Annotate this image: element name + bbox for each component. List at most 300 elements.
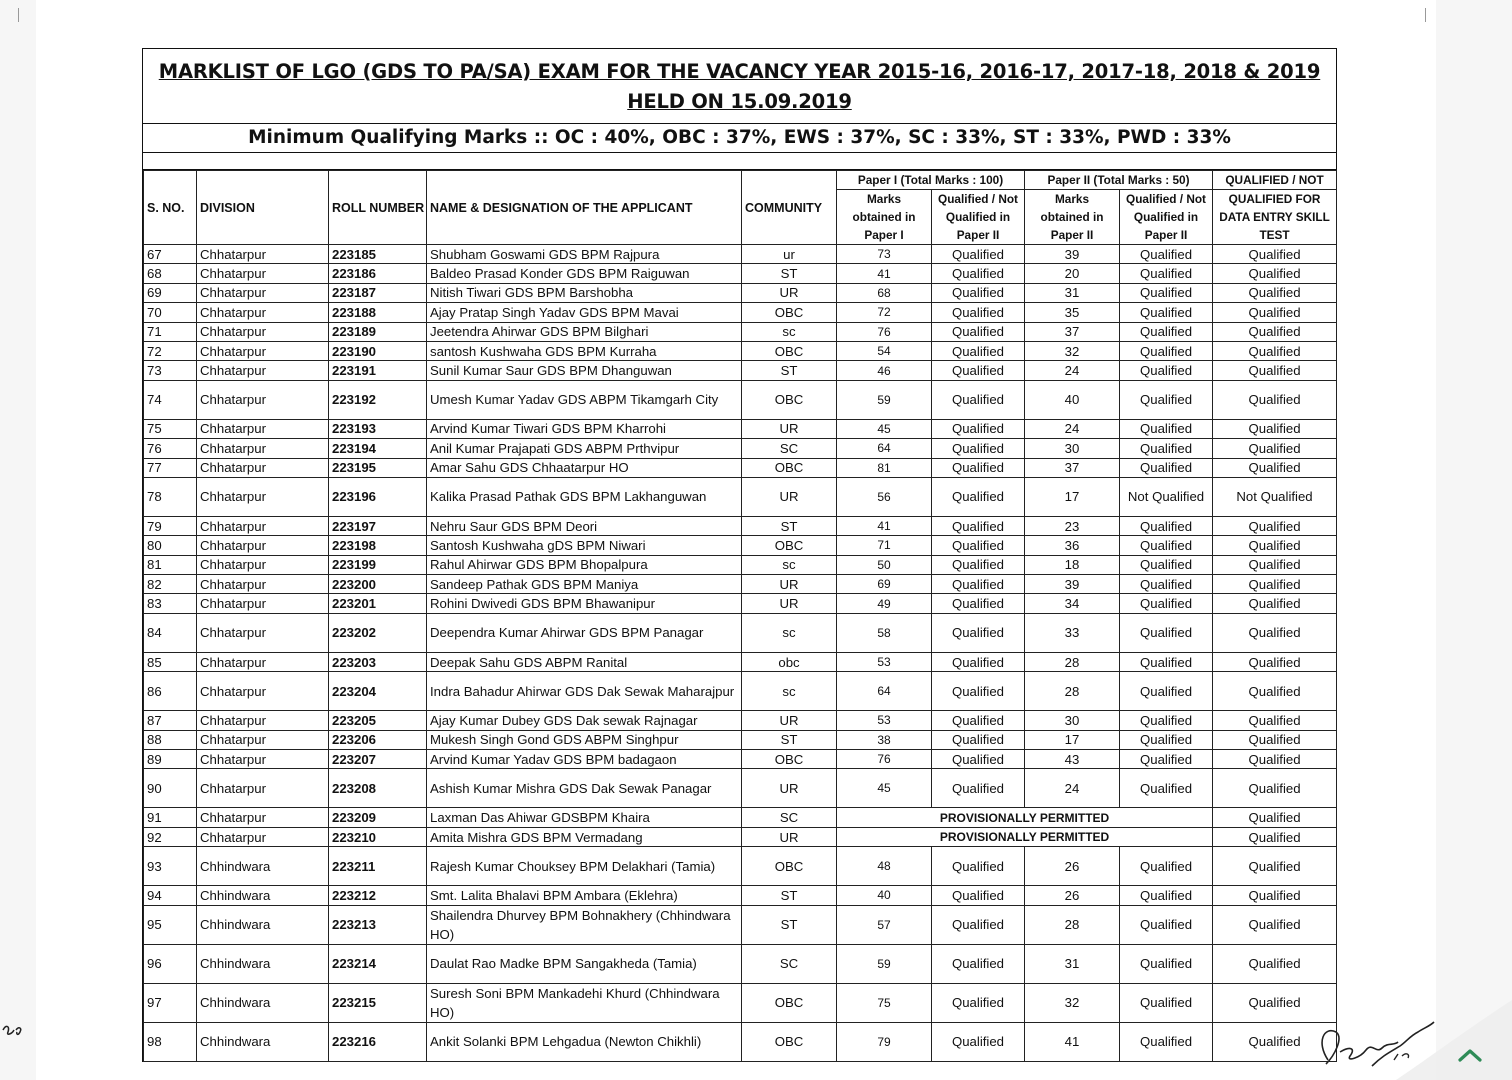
cell-applicant-name: Nitish Tiwari GDS BPM Barshobha [427,283,742,302]
cell-paper2-marks: 33 [1025,613,1120,652]
table-row [144,536,1337,555]
cell-final-status: Qualified [1213,555,1337,574]
cell-division: Chhatarpur [197,341,329,360]
cell-applicant-name: Ankit Solanki BPM Lehgadua (Newton Chikhli) [427,1022,742,1061]
table-row [144,730,1337,749]
cell-paper2-status: Qualified [1120,847,1213,886]
table-row [144,575,1337,594]
cell-community: ST [742,516,837,535]
cell-division: Chhatarpur [197,827,329,846]
cell-paper2-marks: 28 [1025,905,1120,944]
scroll-up-button[interactable] [1438,1030,1502,1080]
cell-community: sc [742,322,837,341]
cell-division: Chhindwara [197,1022,329,1061]
cell-paper1-marks: 75 [837,983,932,1022]
cell-paper1-status: Qualified [932,652,1025,671]
cell-paper2-status: Qualified [1120,419,1213,438]
cell-paper2-marks: 31 [1025,283,1120,302]
cell-paper2-status: Qualified [1120,322,1213,341]
cell-paper1-marks: 48 [837,847,932,886]
cell-final-status: Qualified [1213,361,1337,380]
cell-paper1-marks: 58 [837,613,932,652]
table-row [144,245,1337,264]
cell-roll-number: 223200 [329,575,427,594]
cell-final-status: Qualified [1213,283,1337,302]
cell-paper1-marks: 71 [837,536,932,555]
cell-applicant-name: Anil Kumar Prajapati GDS ABPM Prthvipur [427,439,742,458]
cell-sno: 94 [144,886,197,905]
header-p1-marks-3: Paper I [837,226,932,245]
cell-paper2-marks: 18 [1025,555,1120,574]
page-marker-right [1425,8,1426,22]
header-p2-q-2: Qualified in [1120,208,1213,226]
cell-paper1-status: Qualified [932,341,1025,360]
cell-paper2-status: Qualified [1120,439,1213,458]
cell-paper1-marks: 76 [837,750,932,769]
cell-paper2-marks: 37 [1025,458,1120,477]
cell-final-status: Qualified [1213,341,1337,360]
cell-roll-number: 223206 [329,730,427,749]
cell-community: OBC [742,750,837,769]
cell-community: SC [742,944,837,983]
header-p2-marks-2: obtained in [1025,208,1120,226]
cell-roll-number: 223198 [329,536,427,555]
header-name: NAME & DESIGNATION OF THE APPLICANT [427,171,742,245]
cell-division: Chhatarpur [197,439,329,458]
cell-paper2-status: Qualified [1120,458,1213,477]
table-row [144,303,1337,322]
cell-community: UR [742,769,837,808]
cell-paper2-marks: 24 [1025,769,1120,808]
cell-roll-number: 223196 [329,477,427,516]
cell-applicant-name: Nehru Saur GDS BPM Deori [427,516,742,535]
cell-sno: 83 [144,594,197,613]
header-roll: ROLL NUMBER [329,171,427,245]
cell-applicant-name: Rajesh Kumar Chouksey BPM Delakhari (Tamia) [427,847,742,886]
cell-paper2-status: Qualified [1120,711,1213,730]
header-p2-q-3: Paper II [1120,226,1213,245]
cell-roll-number: 223190 [329,341,427,360]
cell-paper1-marks: 68 [837,283,932,302]
cell-division: Chhindwara [197,983,329,1022]
cell-division: Chhatarpur [197,594,329,613]
cell-applicant-name: Laxman Das Ahiwar GDSBPM Khaira [427,808,742,827]
cell-paper1-status: Qualified [932,983,1025,1022]
cell-provisional: PROVISIONALLY PERMITTED [837,827,1213,846]
cell-final-status: Qualified [1213,808,1337,827]
cell-paper1-marks: 59 [837,380,932,419]
cell-paper1-status: Qualified [932,419,1025,438]
table-row [144,264,1337,283]
cell-final-status: Qualified [1213,750,1337,769]
cell-paper1-status: Qualified [932,516,1025,535]
table-row [144,439,1337,458]
cell-sno: 90 [144,769,197,808]
cell-paper2-status: Qualified [1120,245,1213,264]
table-row [144,594,1337,613]
cell-paper1-status: Qualified [932,711,1025,730]
cell-community: OBC [742,847,837,886]
cell-sno: 93 [144,847,197,886]
cell-paper2-status: Qualified [1120,536,1213,555]
cell-roll-number: 223188 [329,303,427,322]
cell-roll-number: 223202 [329,613,427,652]
cell-final-status: Qualified [1213,322,1337,341]
cell-paper1-marks: 76 [837,322,932,341]
cell-paper2-marks: 30 [1025,439,1120,458]
cell-final-status: Qualified [1213,380,1337,419]
cell-community: SC [742,439,837,458]
cell-division: Chhindwara [197,944,329,983]
cell-sno: 75 [144,419,197,438]
cell-paper1-marks: 41 [837,516,932,535]
table-row [144,847,1337,886]
cell-sno: 84 [144,613,197,652]
cell-paper2-marks: 35 [1025,303,1120,322]
cell-sno: 74 [144,380,197,419]
cell-final-status: Qualified [1213,672,1337,711]
cell-community: OBC [742,1022,837,1061]
cell-sno: 86 [144,672,197,711]
cell-paper2-status: Qualified [1120,380,1213,419]
cell-roll-number: 223210 [329,827,427,846]
cell-final-status: Qualified [1213,575,1337,594]
cell-final-status: Qualified [1213,613,1337,652]
table-row [144,458,1337,477]
cell-sno: 82 [144,575,197,594]
table-row [144,672,1337,711]
cell-community: SC [742,808,837,827]
header-qualified-4: TEST [1213,226,1337,245]
cell-paper2-status: Qualified [1120,575,1213,594]
cell-paper1-status: Qualified [932,944,1025,983]
chevron-up-icon [1457,1047,1483,1063]
cell-paper2-marks: 23 [1025,516,1120,535]
cell-division: Chhindwara [197,905,329,944]
cell-applicant-name: Smt. Lalita Bhalavi BPM Ambara (Eklehra) [427,886,742,905]
cell-roll-number: 223203 [329,652,427,671]
header-paper1: Paper I (Total Marks : 100) [837,171,1025,190]
cell-paper1-status: Qualified [932,1022,1025,1061]
cell-paper1-marks: 49 [837,594,932,613]
cell-final-status: Qualified [1213,245,1337,264]
cell-paper1-status: Qualified [932,245,1025,264]
title-line-2: HELD ON 15.09.2019 [627,90,852,113]
cell-final-status: Qualified [1213,983,1337,1022]
cell-final-status: Qualified [1213,303,1337,322]
header-division: DIVISION [197,171,329,245]
cell-division: Chhatarpur [197,516,329,535]
cell-roll-number: 223211 [329,847,427,886]
cell-roll-number: 223185 [329,245,427,264]
cell-final-status: Qualified [1213,886,1337,905]
cell-paper1-status: Qualified [932,322,1025,341]
cell-paper2-marks: 32 [1025,983,1120,1022]
cell-division: Chhatarpur [197,575,329,594]
cell-paper1-marks: 59 [837,944,932,983]
cell-sno: 76 [144,439,197,458]
table-body [144,245,1337,1062]
cell-sno: 85 [144,652,197,671]
cell-applicant-name: santosh Kushwaha GDS BPM Kurraha [427,341,742,360]
cell-roll-number: 223208 [329,769,427,808]
page-marker-left [18,8,19,22]
cell-paper2-status: Qualified [1120,1022,1213,1061]
cell-community: ur [742,245,837,264]
table-row [144,361,1337,380]
table-row [144,886,1337,905]
cell-community: UR [742,711,837,730]
cell-sno: 91 [144,808,197,827]
cell-paper1-marks: 72 [837,303,932,322]
cell-paper2-status: Qualified [1120,361,1213,380]
cell-roll-number: 223187 [329,283,427,302]
cell-roll-number: 223209 [329,808,427,827]
cell-paper2-status: Qualified [1120,750,1213,769]
cell-sno: 71 [144,322,197,341]
cell-final-status: Qualified [1213,439,1337,458]
header-qualified-2: QUALIFIED FOR [1213,190,1337,209]
cell-roll-number: 223213 [329,905,427,944]
cell-division: Chhindwara [197,847,329,886]
cell-paper2-marks: 17 [1025,477,1120,516]
table-row [144,711,1337,730]
table-row [144,477,1337,516]
cell-applicant-name: Sandeep Pathak GDS BPM Maniya [427,575,742,594]
header-paper2: Paper II (Total Marks : 50) [1025,171,1213,190]
cell-division: Chhatarpur [197,769,329,808]
cell-paper2-status: Qualified [1120,886,1213,905]
cell-paper2-marks: 24 [1025,361,1120,380]
cell-applicant-name: Baldeo Prasad Konder GDS BPM Raiguwan [427,264,742,283]
cell-paper2-marks: 36 [1025,536,1120,555]
cell-paper1-marks: 53 [837,711,932,730]
cell-community: ST [742,905,837,944]
table-row [144,283,1337,302]
cell-paper2-marks: 37 [1025,322,1120,341]
cell-final-status: Qualified [1213,827,1337,846]
cell-applicant-name: Jeetendra Ahirwar GDS BPM Bilghari [427,322,742,341]
cell-applicant-name: Daulat Rao Madke BPM Sangakheda (Tamia) [427,944,742,983]
cell-division: Chhatarpur [197,613,329,652]
cell-roll-number: 223207 [329,750,427,769]
cell-final-status: Qualified [1213,847,1337,886]
cell-final-status: Qualified [1213,516,1337,535]
cell-paper1-marks: 38 [837,730,932,749]
table-row [144,905,1337,944]
title-line-1: MARKLIST OF LGO (GDS TO PA/SA) EXAM FOR THE VACANCY YEAR 2015-16, 2016-17, 2017-18, 2018 & 2019 [158,60,1321,83]
cell-division: Chhatarpur [197,711,329,730]
cell-paper2-marks: 32 [1025,341,1120,360]
cell-paper2-status: Qualified [1120,303,1213,322]
cell-applicant-name: Kalika Prasad Pathak GDS BPM Lakhanguwan [427,477,742,516]
cell-final-status: Not Qualified [1213,477,1337,516]
cell-paper1-marks: 79 [837,1022,932,1061]
cell-applicant-name: Suresh Soni BPM Mankadehi Khurd (Chhindwara HO) [427,983,742,1022]
cell-community: OBC [742,380,837,419]
blank-row [143,153,1336,170]
cell-roll-number: 223215 [329,983,427,1022]
cell-community: sc [742,672,837,711]
cell-applicant-name: Amita Mishra GDS BPM Vermadang [427,827,742,846]
cell-paper2-status: Qualified [1120,983,1213,1022]
header-p1-marks-2: obtained in [837,208,932,226]
cell-community: UR [742,827,837,846]
cell-roll-number: 223199 [329,555,427,574]
cell-applicant-name: Deepak Sahu GDS ABPM Ranital [427,652,742,671]
marklist-sheet [142,48,1337,1062]
cell-paper1-status: Qualified [932,730,1025,749]
cell-paper1-marks: 50 [837,555,932,574]
table-row [144,944,1337,983]
cell-paper1-status: Qualified [932,672,1025,711]
cell-paper1-status: Qualified [932,536,1025,555]
cell-paper1-status: Qualified [932,750,1025,769]
cell-paper1-status: Qualified [932,575,1025,594]
cell-applicant-name: Sunil Kumar Saur GDS BPM Dhanguwan [427,361,742,380]
cell-sno: 97 [144,983,197,1022]
cell-roll-number: 223216 [329,1022,427,1061]
cell-paper2-marks: 30 [1025,711,1120,730]
cell-paper1-marks: 45 [837,769,932,808]
cell-roll-number: 223195 [329,458,427,477]
cell-paper1-status: Qualified [932,439,1025,458]
cell-roll-number: 223204 [329,672,427,711]
cell-paper2-marks: 41 [1025,1022,1120,1061]
cell-paper1-status: Qualified [932,886,1025,905]
table-row [144,322,1337,341]
cell-paper2-marks: 28 [1025,672,1120,711]
cell-final-status: Qualified [1213,711,1337,730]
cell-sno: 92 [144,827,197,846]
table-row [144,652,1337,671]
table-row [144,419,1337,438]
header-qualified-1: QUALIFIED / NOT [1213,171,1337,190]
cell-final-status: Qualified [1213,264,1337,283]
cell-community: ST [742,886,837,905]
cell-division: Chhatarpur [197,536,329,555]
cell-roll-number: 223197 [329,516,427,535]
cell-division: Chhatarpur [197,750,329,769]
cell-division: Chhatarpur [197,652,329,671]
title-box [143,49,1336,124]
margin-scribble [0,1018,26,1040]
cell-paper1-marks: 64 [837,672,932,711]
cell-roll-number: 223205 [329,711,427,730]
cell-sno: 89 [144,750,197,769]
cell-applicant-name: Ajay Pratap Singh Yadav GDS BPM Mavai [427,303,742,322]
cell-sno: 87 [144,711,197,730]
cell-final-status: Qualified [1213,1022,1337,1061]
cell-community: ST [742,730,837,749]
cell-paper1-status: Qualified [932,458,1025,477]
cell-applicant-name: Indra Bahadur Ahirwar GDS Dak Sewak Maharajpur [427,672,742,711]
cell-roll-number: 223201 [329,594,427,613]
cell-paper2-status: Qualified [1120,283,1213,302]
cell-paper2-marks: 40 [1025,380,1120,419]
cell-final-status: Qualified [1213,769,1337,808]
cell-paper2-marks: 26 [1025,847,1120,886]
cell-paper1-marks: 40 [837,886,932,905]
header-p2-marks-1: Marks [1025,190,1120,209]
cell-paper2-status: Qualified [1120,944,1213,983]
cell-community: UR [742,477,837,516]
table-row [144,341,1337,360]
cell-applicant-name: Rohini Dwivedi GDS BPM Bhawanipur [427,594,742,613]
cell-paper2-marks: 43 [1025,750,1120,769]
cell-applicant-name: Deependra Kumar Ahirwar GDS BPM Panagar [427,613,742,652]
cell-paper2-status: Qualified [1120,652,1213,671]
header-p1-marks-1: Marks [837,190,932,209]
marklist-table [143,170,1337,1062]
cell-applicant-name: Rahul Ahirwar GDS BPM Bhopalpura [427,555,742,574]
cell-division: Chhatarpur [197,283,329,302]
cell-sno: 73 [144,361,197,380]
cell-community: OBC [742,341,837,360]
cell-sno: 96 [144,944,197,983]
cell-applicant-name: Umesh Kumar Yadav GDS ABPM Tikamgarh City [427,380,742,419]
cell-paper1-marks: 64 [837,439,932,458]
cell-paper2-marks: 17 [1025,730,1120,749]
cell-paper2-marks: 24 [1025,419,1120,438]
cell-paper1-marks: 53 [837,652,932,671]
cell-paper1-marks: 56 [837,477,932,516]
cell-paper1-status: Qualified [932,361,1025,380]
cell-community: OBC [742,303,837,322]
cell-final-status: Qualified [1213,458,1337,477]
cell-final-status: Qualified [1213,594,1337,613]
cell-applicant-name: Amar Sahu GDS Chhaatarpur HO [427,458,742,477]
cell-division: Chhatarpur [197,380,329,419]
cell-community: UR [742,419,837,438]
cell-roll-number: 223212 [329,886,427,905]
cell-roll-number: 223192 [329,380,427,419]
cell-sno: 70 [144,303,197,322]
cell-roll-number: 223214 [329,944,427,983]
cell-paper1-marks: 69 [837,575,932,594]
cell-community: UR [742,575,837,594]
cell-sno: 79 [144,516,197,535]
cell-paper1-marks: 54 [837,341,932,360]
table-row [144,613,1337,652]
cell-final-status: Qualified [1213,944,1337,983]
cell-sno: 95 [144,905,197,944]
cell-final-status: Qualified [1213,905,1337,944]
cell-sno: 69 [144,283,197,302]
cell-paper1-marks: 57 [837,905,932,944]
cell-paper2-status: Qualified [1120,594,1213,613]
cell-division: Chhatarpur [197,730,329,749]
table-row [144,808,1337,827]
table-row [144,380,1337,419]
cell-division: Chhatarpur [197,264,329,283]
cell-paper1-marks: 45 [837,419,932,438]
cell-sno: 72 [144,341,197,360]
cell-paper2-status: Qualified [1120,730,1213,749]
cell-applicant-name: Shubham Goswami GDS BPM Rajpura [427,245,742,264]
cell-sno: 81 [144,555,197,574]
header-p2-q-1: Qualified / Not [1120,190,1213,209]
cell-paper2-status: Qualified [1120,672,1213,711]
cell-paper2-status: Qualified [1120,905,1213,944]
cell-sno: 67 [144,245,197,264]
cell-sno: 77 [144,458,197,477]
cell-division: Chhatarpur [197,477,329,516]
cell-paper1-marks: 81 [837,458,932,477]
cell-applicant-name: Ajay Kumar Dubey GDS Dak sewak Rajnagar [427,711,742,730]
cell-paper1-status: Qualified [932,594,1025,613]
cell-paper1-status: Qualified [932,847,1025,886]
